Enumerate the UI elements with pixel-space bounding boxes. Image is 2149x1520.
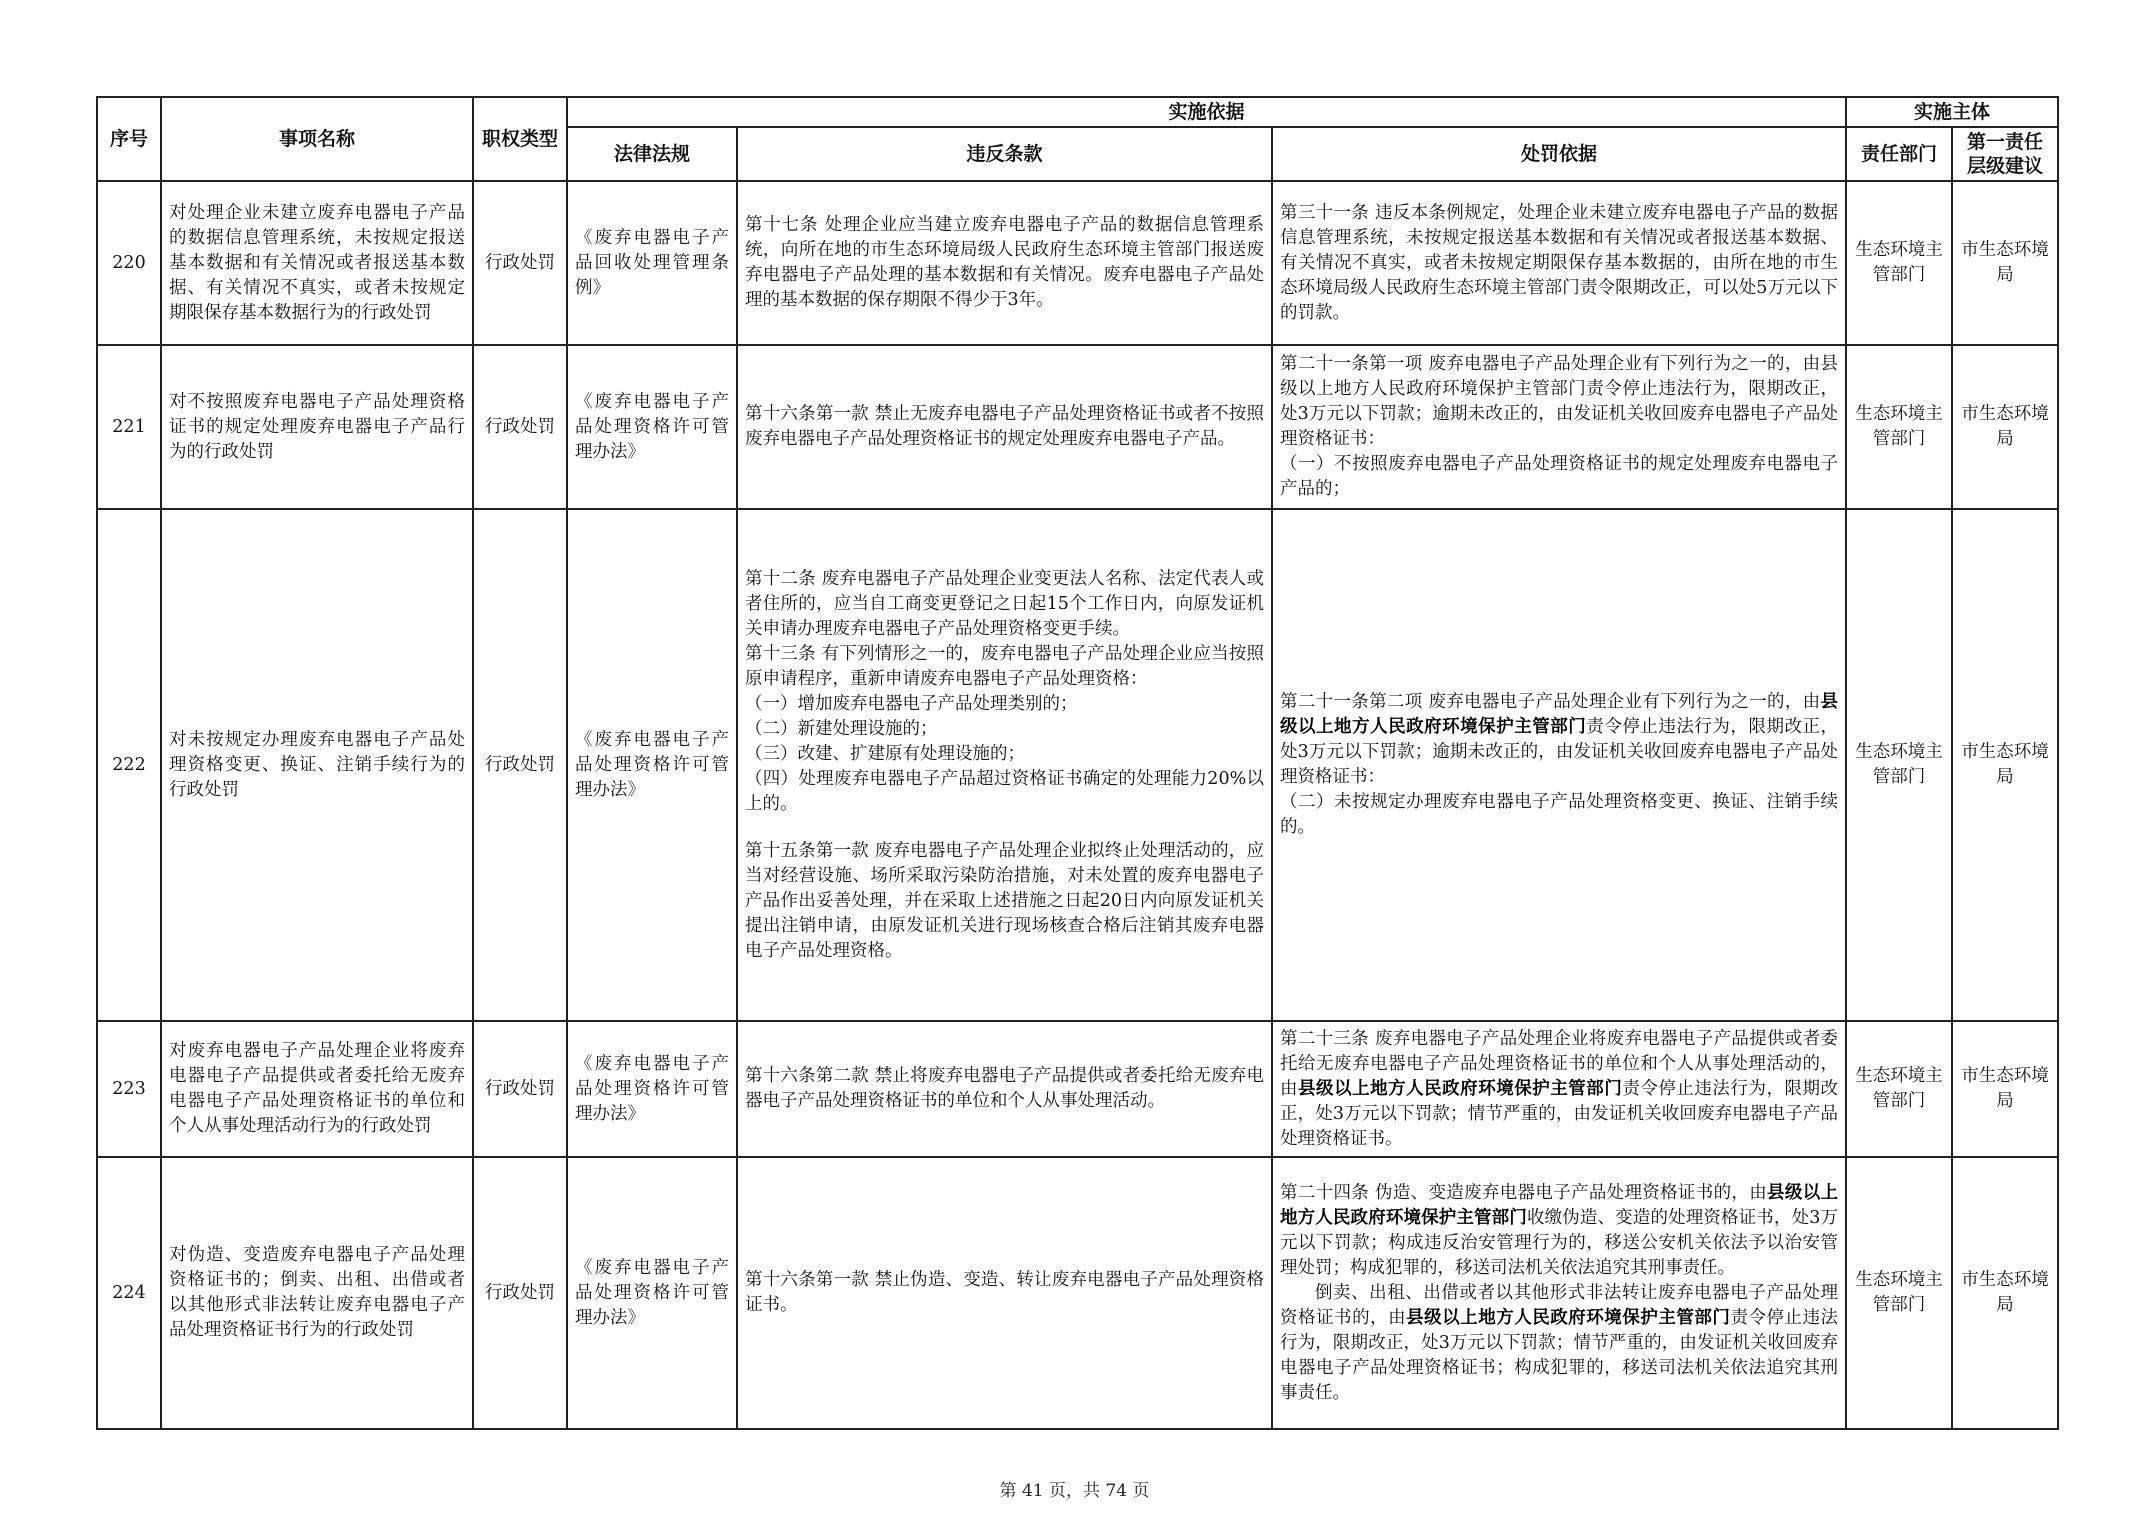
violation-clause: 第十六条第二款 禁止将废弃电器电子产品提供或者委托给无废弃电器电子产品处理资格证书的单位和个人从事处理活动。: [737, 1021, 1272, 1157]
violation-paragraph: 第十五条第一款 废弃电器电子产品处理企业拟终止处理活动的，应当对经营设施、场所采取污染防治措施，对未处置的废弃电器电子产品作出妥善处理，并在采取上述措施之日起20日内向原发证机关提出注销申请，由原发证机关进行现场核查合格后注销其废弃电器电子产品处理资格。: [745, 840, 1264, 961]
penalty-paragraph: （二）未按规定办理废弃电器电子产品处理资格变更、换证、注销手续的。: [1280, 792, 1838, 837]
responsible-dept: 生态环境主管部门: [1846, 181, 1952, 345]
law-name: 《废弃电器电子产品回收处理管理条例》: [567, 181, 737, 345]
penalty-paragraph: [1280, 690, 1838, 790]
responsibility-level: 市生态环境局: [1952, 1157, 2058, 1429]
header-seq: 序号: [97, 97, 161, 181]
violation-paragraph: （一）增加废弃电器电子产品处理类别的；: [745, 693, 1078, 714]
responsible-dept: 生态环境主管部门: [1846, 345, 1952, 509]
power-type: 行政处罚: [473, 509, 567, 1021]
penalty-text: 倒卖、出租、出借或者以其他形式非法转让废弃电器电子产品处理资格证书的，由: [1280, 1282, 1838, 1328]
authority-highlight: 县级以上地方人民政府环境保护主管部门: [1280, 692, 1838, 737]
responsible-dept: 生态环境主管部门: [1846, 1157, 1952, 1429]
penalty-paragraph: [1280, 1281, 1838, 1406]
responsible-dept: 生态环境主管部门: [1846, 509, 1952, 1021]
table-row: [97, 1021, 2058, 1157]
violation-paragraph: （三）改建、扩建原有处理设施的；: [745, 743, 1025, 764]
table-row: [97, 345, 2058, 509]
table-row: [97, 1157, 2058, 1429]
row-number: 224: [97, 1157, 161, 1429]
header-item-name: 事项名称: [161, 97, 473, 181]
paragraph-gap: [745, 817, 1264, 839]
penalty-paragraph: [1280, 1027, 1838, 1152]
row-number: 223: [97, 1021, 161, 1157]
authority-highlight: 县级以上地方人民政府环境保护主管部门: [1280, 1182, 1839, 1228]
violation-paragraph: （二）新建处理设施的；: [745, 718, 938, 739]
responsibility-level: 市生态环境局: [1952, 345, 2058, 509]
authority-highlight: 县级以上地方人民政府环境保护主管部门: [1298, 1078, 1623, 1099]
item-name: 对处理企业未建立废弃电器电子产品的数据信息管理系统，未按规定报送基本数据和有关情况或者报送基本数据、有关情况不真实，或者未按规定期限保存基本数据行为的行政处罚: [161, 181, 473, 345]
power-type: 行政处罚: [473, 345, 567, 509]
table-row: [97, 509, 2058, 1021]
violation-paragraph: 第十三条 有下列情形之一的，废弃电器电子产品处理企业应当按照原申请程序，重新申请废弃电器电子产品处理资格：: [745, 643, 1264, 689]
page-footer: 第 41 页，共 74 页: [999, 1481, 1150, 1501]
responsibility-level: 市生态环境局: [1952, 509, 2058, 1021]
penalty-text: 第二十四条 伪造、变造废弃电器电子产品处理资格证书的，由: [1280, 1182, 1768, 1203]
header-level: [1952, 127, 2058, 181]
header-level-line1: 第一责任: [1967, 131, 2044, 153]
item-name: 对伪造、变造废弃电器电子产品处理资格证书的；倒卖、出租、出借或者以其他形式非法转让废弃电器电子产品处理资格证书行为的行政处罚: [161, 1157, 473, 1429]
penalty-text: 第二十三条 废弃电器电子产品处理企业将废弃电器电子产品提供或者委托给无废弃电器电子产品处理资格证书的单位和个人从事处理活动的，由: [1280, 1028, 1838, 1099]
penalty-paragraph: 第二十一条第一项 废弃电器电子产品处理企业有下列行为之一的，由县级以上地方人民政府环境保护主管部门责令停止违法行为，限期改正，处3万元以下罚款；逾期未改正的，由发证机关收回废弃电器电子产品处理资格证书：: [1280, 354, 1838, 449]
power-type: 行政处罚: [473, 1021, 567, 1157]
penalty-text: 收缴伪造、变造的处理资格证书，处3万元以下罚款；构成违反治安管理行为的，移送公安机关依法予以治安管理处罚；构成犯罪的，移送司法机关依法追究其刑事责任。: [1280, 1207, 1838, 1278]
penalty-text: 责令停止违法行为，限期改正，处3万元以下罚款；情节严重的，由发证机关收回废弃电器电子产品处理资格证书。: [1280, 1078, 1839, 1149]
law-name: 《废弃电器电子产品处理资格许可管理办法》: [567, 1157, 737, 1429]
penalty-basis: [1272, 1157, 1846, 1429]
header-penalty: 处罚依据: [1272, 127, 1846, 181]
violation-clause: 第十六条第一款 禁止伪造、变造、转让废弃电器电子产品处理资格证书。: [737, 1157, 1272, 1429]
violation-paragraph: 第十二条 废弃电器电子产品处理企业变更法人名称、法定代表人或者住所的，应当自工商变更登记之日起15个工作日内，向原发证机关申请办理废弃电器电子产品处理资格变更手续。: [745, 568, 1264, 639]
table-row: [97, 181, 2058, 345]
item-name: 对不按照废弃电器电子产品处理资格证书的规定处理废弃电器电子产品行为的行政处罚: [161, 345, 473, 509]
item-name: 对未按规定办理废弃电器电子产品处理资格变更、换证、注销手续行为的行政处罚: [161, 509, 473, 1021]
penalty-paragraph: [1280, 1181, 1838, 1281]
penalty-basis: [1272, 1021, 1846, 1157]
header-power-type: 职权类型: [473, 97, 567, 181]
header-level-line2: 层级建议: [1967, 155, 2044, 177]
header-violation: 违反条款: [737, 127, 1272, 181]
violation-clause: [737, 509, 1272, 1021]
violation-clause: 第十六条第一款 禁止无废弃电器电子产品处理资格证书或者不按照废弃电器电子产品处理资格证书的规定处理废弃电器电子产品。: [737, 345, 1272, 509]
header-subject-group: 实施主体: [1846, 97, 2058, 127]
header-dept: 责任部门: [1846, 127, 1952, 181]
row-number: 222: [97, 509, 161, 1021]
penalty-text: 第二十一条第二项 废弃电器电子产品处理企业有下列行为之一的，由: [1280, 692, 1821, 712]
header-law: 法律法规: [567, 127, 737, 181]
responsibility-level: 市生态环境局: [1952, 181, 2058, 345]
power-list-table: [96, 96, 2059, 1430]
penalty-paragraph: （一）不按照废弃电器电子产品处理资格证书的规定处理废弃电器电子产品的；: [1280, 454, 1838, 499]
header-row-1: [97, 97, 2058, 127]
penalty-basis: [1272, 509, 1846, 1021]
item-name: 对废弃电器电子产品处理企业将废弃电器电子产品提供或者委托给无废弃电器电子产品处理资格证书的单位和个人从事处理活动行为的行政处罚: [161, 1021, 473, 1157]
law-name: 《废弃电器电子产品处理资格许可管理办法》: [567, 1021, 737, 1157]
penalty-basis: 第三十一条 违反本条例规定，处理企业未建立废弃电器电子产品的数据信息管理系统，未按规定报送基本数据和有关情况或者报送基本数据、有关情况不真实，或者未按规定期限保存基本数据的，由所在地的市生态环境局级人民政府生态环境主管部门责令限期改正，可以处5万元以下的罚款。: [1272, 181, 1846, 345]
power-type: 行政处罚: [473, 1157, 567, 1429]
penalty-text: 责令停止违法行为，限期改正，处3万元以下罚款；情节严重的，由发证机关收回废弃电器电子产品处理资格证书；构成犯罪的，移送司法机关依法追究其刑事责任。: [1280, 1307, 1839, 1403]
authority-highlight: 县级以上地方人民政府环境保护主管部门: [1406, 1307, 1731, 1328]
penalty-text: 责令停止违法行为，限期改正，处3万元以下罚款；逾期未改正的，由发证机关收回废弃电器电子产品处理资格证书：: [1280, 717, 1839, 787]
header-basis-group: 实施依据: [567, 97, 1846, 127]
law-name: 《废弃电器电子产品处理资格许可管理办法》: [567, 345, 737, 509]
responsible-dept: 生态环境主管部门: [1846, 1021, 1952, 1157]
violation-paragraph: （四）处理废弃电器电子产品超过资格证书确定的处理能力20%以上的。: [745, 768, 1264, 814]
law-name: 《废弃电器电子产品处理资格许可管理办法》: [567, 509, 737, 1021]
document-page: [96, 96, 2057, 1430]
responsibility-level: 市生态环境局: [1952, 1021, 2058, 1157]
row-number: 220: [97, 181, 161, 345]
row-number: 221: [97, 345, 161, 509]
penalty-basis: [1272, 345, 1846, 509]
violation-clause: 第十七条 处理企业应当建立废弃电器电子产品的数据信息管理系统，向所在地的市生态环境局级人民政府生态环境主管部门报送废弃电器电子产品处理的基本数据和有关情况。废弃电器电子产品处理的基本数据的保存期限不得少于3年。: [737, 181, 1272, 345]
power-type: 行政处罚: [473, 181, 567, 345]
